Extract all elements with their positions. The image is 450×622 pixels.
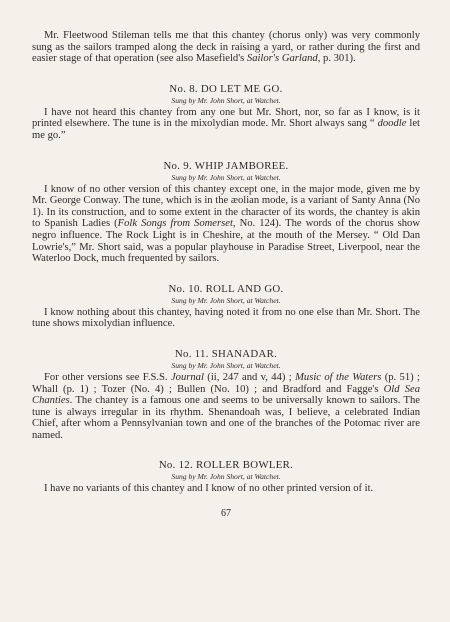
intro-text: Mr. Fleetwood Stileman tells me that this chantey (chorus only) was very commonly sung as the sailors tramped along the deck in raising a yard, or rather during the first and easier stage of that operation (see also Masefield's (32, 30, 420, 65)
section-paragraph (32, 372, 420, 442)
paragraph-text: I have not heard this chantey from any one but Mr. Short, nor, so far as I know, is it printed elsewhere. The tune is in the mixolydian mode. Mr. Short always sang “ (32, 106, 420, 130)
intro-text-end: , p. 301). (317, 53, 356, 65)
section-heading: No. 12. ROLLER BOWLER. (158, 459, 294, 472)
section-paragraph (32, 307, 420, 330)
section-no-8 (32, 83, 420, 142)
section-no-12 (32, 459, 420, 495)
paragraph-italic: doodle (377, 118, 407, 130)
paragraph-text: For other versions see F.S.S. (44, 371, 171, 383)
intro-paragraph (32, 30, 420, 65)
sung-by-line: Sung by Mr. John Short, at Watchet. (171, 172, 281, 182)
section-paragraph (32, 184, 420, 265)
intro-italic: Sailor's Garland (246, 53, 318, 65)
sung-by-line: Sung by Mr. John Short, at Watchet. (171, 360, 281, 370)
paragraph-text: (p. 51) ; Whall (p. 1) ; Tozer (No. 4) ; Bullen (No. 10) ; and Bradford and Fagge's (32, 371, 420, 395)
section-heading: No. 11. SHANADAR. (174, 347, 278, 360)
page-number: 67 (221, 508, 231, 520)
paragraph-text: . The chantey is a famous one and seems to be universally known to sailors. The tune is always irregular in its rhythm. Shenandoah was, I believe, a celebrated Indian Chief, after whom a Pennsylvanian town and one of the branches of the Potomac river are named. (32, 395, 420, 441)
paragraph-text: , No. 124). The words of the chorus show negro influence. The Rock Light is in Cheshire, at the mouth of the Mersey. “ Old Dan Lowrie's,” Mr. Short said, was a popular playhouse in Paradise Street, Liverpool, near the Waterloo Dock, much frequented by sailors. (32, 218, 420, 265)
paragraph-text: I know nothing about this chantey, having noted it from no one else than Mr. Short. The tune shows mixolydian influence. (32, 306, 420, 330)
paragraph-italic: Folk Songs from Somerset (117, 218, 233, 230)
paragraph-text: (ii, 247 and v, 44) ; (203, 371, 296, 383)
paragraph-text: I know of no other version of this chantey except one, in the major mode, given me by Mr. George Conway. The tune, which is in the æolian mode, is a variant of Santy Anna (No 1). In its construction, and to some extent in the character of its words, the chantey is akin to Spanish Ladies ( (32, 183, 420, 230)
section-no-10 (32, 283, 420, 330)
section-no-11 (32, 348, 420, 442)
section-heading: No. 9. WHIP JAMBOREE. (163, 159, 289, 172)
section-paragraph (32, 483, 420, 495)
paragraph-italic: Journal (170, 371, 204, 383)
section-heading: No. 10. ROLL AND GO. (168, 282, 284, 295)
paragraph-text: I have no variants of this chantey and I know of no other printed version of it. (44, 483, 374, 495)
paragraph-italic: Old Sea Chanties (32, 383, 420, 407)
sung-by-line: Sung by Mr. John Short, at Watchet. (171, 295, 281, 305)
paragraph-text: let me go.” (32, 118, 420, 141)
sung-by-line: Sung by Mr. John Short, at Watchet. (171, 95, 281, 105)
sung-by-line: Sung by Mr. John Short, at Watchet. (171, 472, 281, 482)
section-no-9 (32, 160, 420, 265)
section-heading: No. 8. DO LET ME GO. (169, 82, 283, 95)
section-paragraph (32, 107, 420, 142)
paragraph-italic: Music of the Waters (295, 371, 382, 383)
